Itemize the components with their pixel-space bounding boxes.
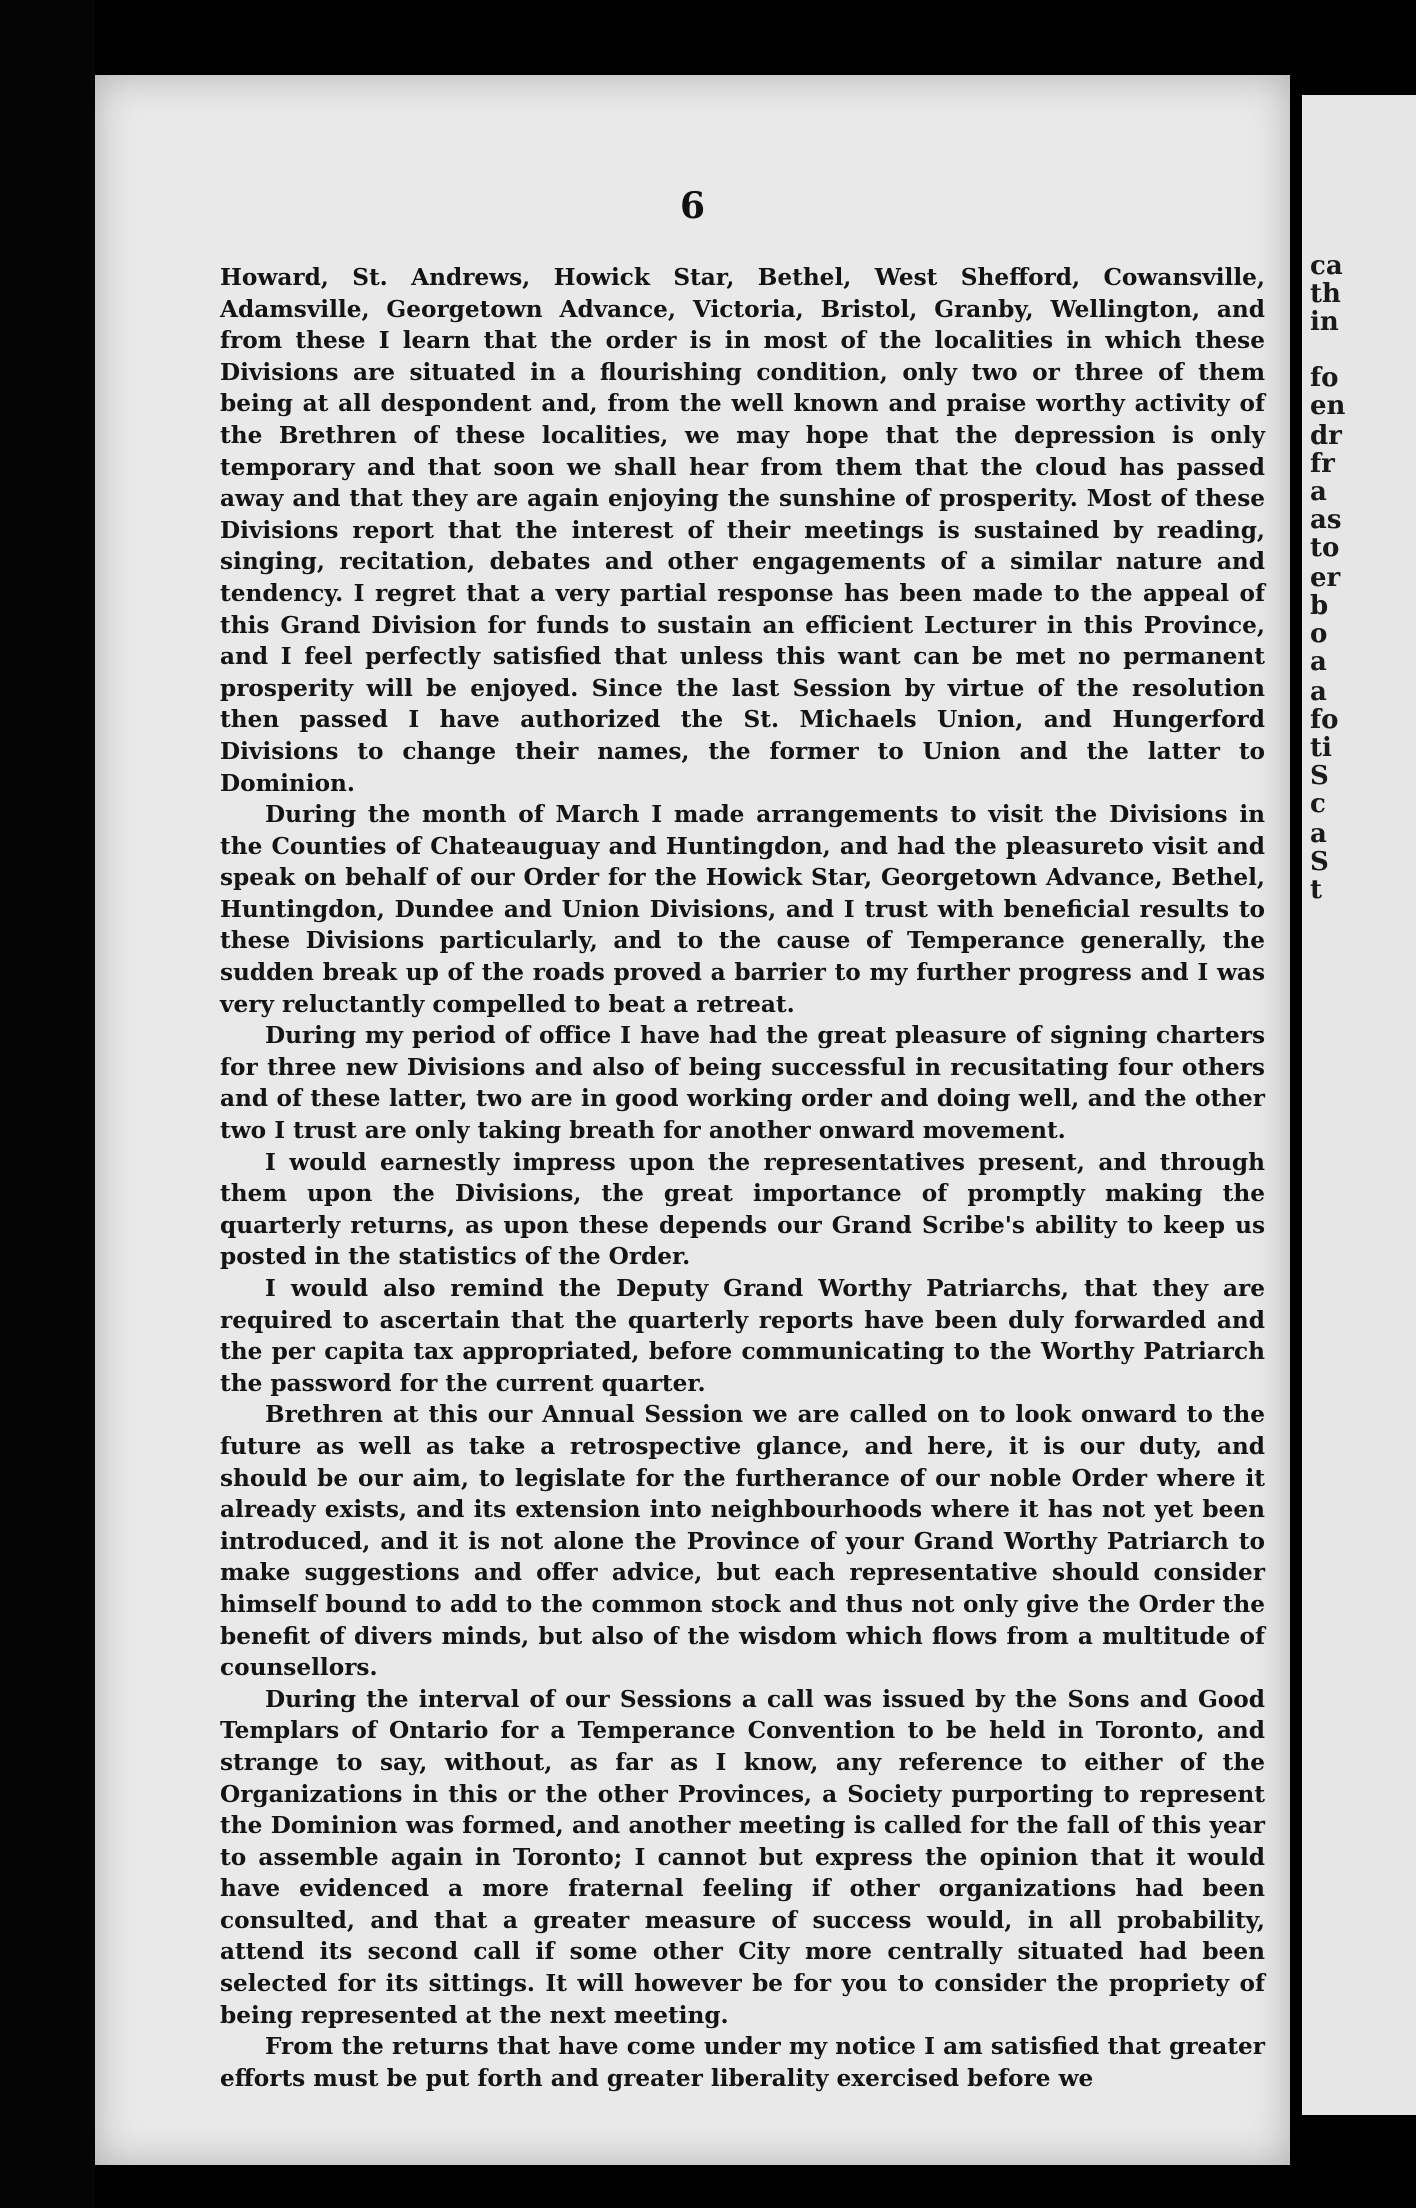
paragraph: During the month of March I made arrangements to visit the Divisions in the Counties of Chateauguay and Huntingdon, and had the pleasureto visit and speak on behalf of our Order for the Howick Star, Georgetown Advance, Bethel, Huntingdon, Dundee and Union Divisions, and I trust with beneficial results to these Divisions particularly, and to the cause of Temperance generally, the sudden break up of the roads proved a barrier to my further progress and I was very reluctantly compelled to beat a retreat.	[220, 801, 1265, 1018]
adjacent-fragment: a	[1310, 677, 1327, 707]
paragraph: Brethren at this our Annual Session we are called on to look onward to the future as well as take a retrospective glance, and here, it is our duty, and should be our aim, to legislate for the furtherance of our noble Order where it already exists, and its extension into neighbourhoods where it has not yet been introduced, and it is not alone the Province of your Grand Worthy Patriarch to make suggestions and offer advice, but each representative should consider himself bound to add to the common stock and thus not only give the Order the benefit of divers minds, but also of the wisdom which flows from a multitude of counsellors.	[220, 1401, 1265, 1682]
adjacent-fragment: a	[1310, 477, 1327, 507]
scan-left-border	[0, 0, 95, 2208]
page-number: 6	[679, 185, 706, 227]
book-gutter	[1290, 75, 1302, 2165]
paragraph: I would also remind the Deputy Grand Worthy Patriarchs, that they are required to ascertain that the quarterly reports have been duly forwarded and the per capita tax appropriated, before communicating to the Worthy Patriarch the password for the current quarter.	[220, 1275, 1265, 1397]
adjacent-fragment: er	[1310, 563, 1341, 593]
adjacent-fragment: a	[1310, 819, 1327, 849]
adjacent-fragment: ca	[1310, 251, 1343, 281]
body-text	[220, 262, 1265, 2094]
adjacent-fragment: ti	[1310, 733, 1332, 763]
paragraph: I would earnestly impress upon the representatives present, and through them upon the Divisions, the great importance of promptly making the quarterly returns, as upon these depends our Grand Scribe's ability to keep us posted in the statistics of the Order.	[220, 1148, 1265, 1271]
adjacent-fragment: c	[1310, 789, 1326, 819]
paragraph: From the returns that have come under my notice I am satisfied that greater efforts must be put forth and greater liberality exercised before we	[220, 2033, 1265, 2092]
adjacent-page-strip	[1302, 95, 1416, 2115]
adjacent-fragment: en	[1310, 391, 1346, 421]
paragraph: Howard, St. Andrews, Howick Star, Bethel, West Shefford, Cowansville, Adamsville, Georgetown Advance, Victoria, Bristol, Granby, Wellington, and from these I learn that the order is in most of the localities in which these Divisions are situated in a flourishing condition, only two or three of them being at all despondent and, from the well known and praise worthy activity of the Brethren of these localities, we may hope that the depression is only temporary and that soon we shall hear from them that the cloud has passed away and that they are again enjoying the sunshine of prosperity. Most of these Divisions report that the interest of their meetings is sustained by reading, singing, recitation, debates and other engagements of a similar nature and tendency. I regret that a very partial response has been made to the appeal of this Grand Division for funds to sustain an efficient Lecturer in this Province, and I feel perfectly satisfied that unless this want can be met no permanent prosperity will be enjoyed. Since the last Session by virtue of the resolution then passed I have authorized the St. Michaels Union, and Hungerford Divisions to change their names, the former to Union and the latter to Dominion.	[220, 264, 1265, 797]
adjacent-fragment: in	[1310, 307, 1339, 337]
adjacent-fragment: a	[1310, 647, 1327, 677]
adjacent-fragment: to	[1310, 533, 1340, 563]
adjacent-fragment: as	[1310, 505, 1342, 535]
adjacent-fragment: th	[1310, 279, 1341, 309]
adjacent-fragment: dr	[1310, 421, 1342, 451]
paragraph: During my period of office I have had the great pleasure of signing charters for three new Divisions and also of being successful in recusitating four others and of these latter, two are in good working order and doing well, and the other two I trust are only taking breath for another onward movement.	[220, 1022, 1265, 1145]
adjacent-fragment: fo	[1310, 363, 1339, 393]
adjacent-fragment: t	[1310, 875, 1323, 905]
adjacent-fragment: S	[1310, 847, 1329, 877]
adjacent-fragment: b	[1310, 591, 1329, 621]
adjacent-fragment: S	[1310, 761, 1329, 791]
adjacent-fragment: o	[1310, 619, 1328, 649]
paragraph: During the interval of our Sessions a call was issued by the Sons and Good Templars of Ontario for a Temperance Convention to be held in Toronto, and strange to say, without, as far as I know, any reference to either of the Organizations in this or the other Provinces, a Society purporting to represent the Dominion was formed, and another meeting is called for the fall of this year to assemble again in Toronto; I cannot but express the opinion that it would have evidenced a more fraternal feeling if other organizations had been consulted, and that a greater measure of success would, in all probability, attend its second call if some other City more centrally situated had been selected for its sittings. It will however be for you to consider the propriety of being represented at the next meeting.	[220, 1685, 1265, 2029]
adjacent-fragment: fr	[1310, 449, 1335, 479]
adjacent-fragment: fo	[1310, 705, 1339, 735]
